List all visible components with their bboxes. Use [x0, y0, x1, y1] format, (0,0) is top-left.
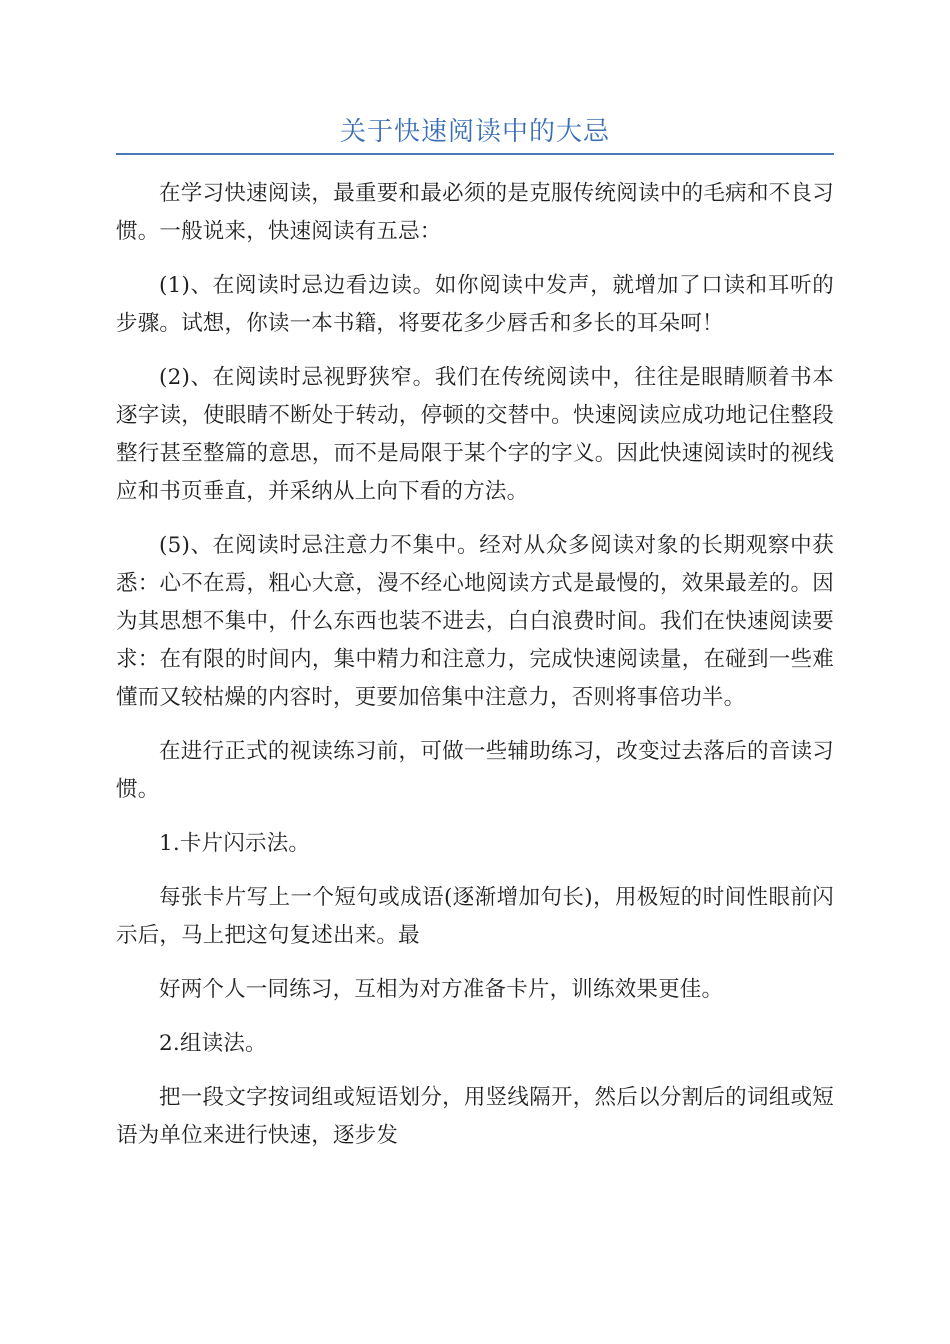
paragraph-taboo-5: (5)、在阅读时忌注意力不集中。经对从众多阅读对象的长期观察中获悉：心不在焉，粗心大意，漫不经心地阅读方式是最慢的，效果最差的。因为其思想不集中，什么东西也装不进去，白白浪费时间。我们在快速阅读要求：在有限的时间内，集中精力和注意力，完成快速阅读量，在碰到一些难懂而又较枯燥的内容时，更要加倍集中注意力，否则将事倍功半。: [116, 533, 834, 710]
heading-group-reading-method: 2.组读法。: [159, 1031, 267, 1056]
paragraph-card-flash-desc: 每张卡片写上一个短句或成语(逐渐增加句长)，用极短的时间性眼前闪示后，马上把这句复述出来。最: [116, 885, 834, 948]
paragraph-taboo-1: (1)、在阅读时忌边看边读。如你阅读中发声，就增加了口读和耳听的步骤。试想，你读一本书籍，将要花多少唇舌和多长的耳朵呵！: [116, 273, 834, 336]
paragraph-taboo-2: (2)、在阅读时忌视野狭窄。我们在传统阅读中，往往是眼睛顺着书本逐字读，使眼睛不断处于转动，停顿的交替中。快速阅读应成功地记住整段整行甚至整篇的意思，而不是局限于某个字的字义。因此快速阅读时的视线应和书页垂直，并采纳从上向下看的方法。: [116, 365, 834, 504]
title-underline: [116, 153, 834, 155]
paragraph-group-reading-desc: 把一段文字按词组或短语划分，用竖线隔开，然后以分割后的词组或短语为单位来进行快速，逐步发: [116, 1085, 834, 1148]
paragraph-card-flash-cont: 好两个人一同练习，互相为对方准备卡片，训练效果更佳。: [159, 977, 724, 1002]
document-title: 关于快速阅读中的大忌: [339, 117, 610, 147]
document-body: [116, 175, 834, 1171]
heading-card-flash-method: 1.卡片闪示法。: [159, 831, 311, 856]
paragraph-practice-intro: 在进行正式的视读练习前，可做一些辅助练习，改变过去落后的音读习惯。: [116, 739, 834, 802]
paragraph-intro: 在学习快速阅读，最重要和最必须的是克服传统阅读中的毛病和不良习惯。一般说来，快速阅读有五忌：: [116, 181, 834, 244]
